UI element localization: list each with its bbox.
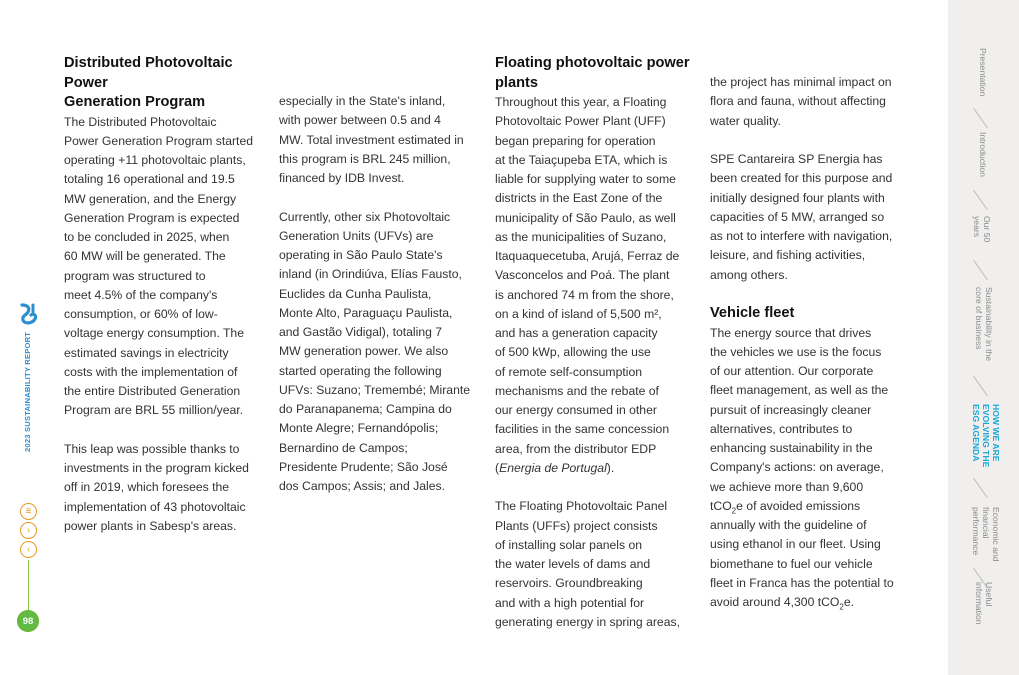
text-line: program was structured to (64, 268, 206, 283)
text-line: Euclides da Cunha Paulista, (279, 286, 432, 301)
text-line: Power Generation Program started (64, 133, 253, 148)
nav-label: Sustainability in the core of business (974, 287, 994, 362)
text-line: pursuit of increasingly cleaner (710, 402, 872, 417)
text-line: operating +11 photovoltaic plants, (64, 153, 246, 167)
text-line: is anchored 74 m from the shore, (495, 287, 674, 302)
text-line: of remote self-consumption (495, 364, 642, 379)
text-line: using ethanol in our fleet. Using (710, 537, 881, 552)
text-line: on a kind of island of 5,500 m², (495, 306, 662, 321)
text-line: fleet management, as well as the (710, 383, 889, 398)
nav-introduction[interactable] (948, 132, 1019, 192)
text-line: operating in São Paulo State's (279, 248, 443, 262)
section-heading: Vehicle fleet (710, 305, 795, 321)
text-line: facilities in the same concession (495, 422, 670, 437)
text-line: been created for this purpose and (710, 171, 893, 186)
paragraph (64, 440, 274, 536)
text-line: UFVs: Suzano; Tremembé; Mirante (279, 382, 471, 397)
section-heading: Floating photovoltaic power plants (495, 55, 690, 91)
paragraph (710, 324, 915, 497)
text-line: among others. (710, 267, 788, 282)
text-line: (Energia de Portugal). (495, 460, 615, 475)
paragraph (710, 73, 915, 131)
nav-label: HOW WE ARE EVOLVING THE ESG AGENDA (971, 404, 1001, 468)
text-line: power plants in Sabesp's areas. (64, 518, 237, 533)
chevron-right-icon: › (26, 524, 31, 536)
text-line: districts in the East Zone of the (495, 191, 663, 206)
nav-sustainability[interactable] (948, 287, 1019, 367)
text-line: biomethane to fuel our vehicle (710, 556, 873, 571)
text-line: with power between 0.5 and 4 (279, 113, 441, 128)
text-line: financed by IDB Invest. (279, 171, 405, 185)
text-line: water quality. (710, 113, 781, 128)
text-line: enhancing sustainability in the (710, 441, 873, 455)
text-line: mechanisms and the rebate of (495, 383, 659, 398)
text-line: we achieve more than 9,600 (710, 479, 864, 494)
text-line: alternatives, contributes to (710, 421, 853, 436)
divider (973, 190, 988, 210)
text-line: municipality of São Paulo, as well (495, 210, 676, 225)
text-line: Currently, other six Photovoltaic (279, 209, 451, 224)
column-4 (710, 73, 915, 612)
text-line: tCO$_2$e of avoided emissions (710, 498, 861, 516)
text-line: liable for supplying water to some (495, 172, 676, 186)
text-line: This leap was possible thanks to (64, 441, 240, 456)
text-line: costs with the implementation of (64, 364, 238, 379)
paragraph (495, 93, 700, 459)
text-line: at the Taiaçupeba ETA, which is (495, 152, 668, 167)
paragraph (710, 150, 915, 285)
text-line: as not to interfere with navigation, (710, 229, 893, 243)
section-heading-line1: Distributed Photovoltaic Power (64, 55, 233, 91)
text-line: Presidente Prudente; São José (279, 459, 448, 474)
text-line: area, from the distributor EDP (495, 441, 657, 456)
text-line: the vehicles we use is the focus (710, 344, 882, 359)
sabesp-logo (18, 303, 40, 325)
text-line: the water levels of dams and (495, 557, 651, 571)
menu-button[interactable] (20, 503, 37, 520)
nav-label: Economic and financial performance (971, 507, 1001, 562)
page-number-badge (17, 610, 39, 632)
text-line: Monte Alegre; Fernandópolis; (279, 421, 439, 436)
text-line: The Floating Photovoltaic Panel (495, 499, 668, 514)
divider (28, 560, 29, 610)
nav-esg-agenda[interactable] (948, 404, 1019, 474)
text-line: Throughout this year, a Floating (495, 95, 667, 109)
text-line: SPE Cantareira SP Energia has (710, 152, 883, 166)
nav-economic-financial[interactable] (948, 507, 1019, 567)
text-line: our energy consumed in other (495, 403, 657, 417)
nav-label: Our 50 years (972, 216, 992, 243)
text-line: avoid around 4,300 tCO$_2$e. (710, 595, 855, 612)
text-line: began preparing for operation (495, 133, 656, 148)
text-line: initially designed four plants with (710, 190, 885, 205)
text-line: as the municipalities of Suzano, (495, 229, 667, 244)
paragraph (710, 516, 915, 593)
text-line: Generation Units (UFVs) are (279, 228, 434, 243)
text-line: started operating the following (279, 363, 442, 378)
text-line: do Paranapanema; Campina do (279, 402, 452, 416)
text-line: Generation Program is expected (64, 210, 240, 225)
text-line: inland (in Orindiúva, Elías Fausto, (279, 267, 462, 282)
text-line: flora and fauna, without affecting (710, 94, 886, 109)
nav-our-50-years[interactable] (948, 216, 1019, 256)
text-line: the project has minimal impact on (710, 75, 892, 89)
left-rail (14, 0, 44, 675)
text-line: capacities of 5 MW, arranged so (710, 209, 885, 224)
text-line: MW generation, and the Energy (64, 191, 237, 206)
section-heading-line2: Generation Program (64, 94, 206, 110)
text-line: implementation of 43 photovoltaic (64, 499, 246, 514)
text-line: of our attention. Our corporate (710, 364, 874, 378)
nav-presentation[interactable] (948, 48, 1019, 108)
text-line: Bernardino de Campos; (279, 440, 408, 455)
text-line: Itaquaquecetuba, Arujá, Ferraz de (495, 249, 680, 263)
text-line: voltage energy consumption. The (64, 326, 244, 341)
menu-icon: ≡ (25, 505, 32, 517)
text-line: leisure, and fishing activities, (710, 248, 866, 263)
text-line: of installing solar panels on (495, 537, 643, 552)
text-line: totaling 16 operational and 19.5 (64, 172, 235, 187)
text-line: MW. Total investment estimated in (279, 132, 464, 147)
text-line: The Distributed Photovoltaic (64, 114, 217, 129)
text-line: consumption, or 60% of low- (64, 307, 218, 321)
paragraph (495, 497, 700, 632)
text-line: reservoirs. Groundbreaking (495, 576, 643, 591)
text-line: fleet in Franca has the potential to (710, 575, 894, 590)
chapter-sidebar (948, 0, 1019, 675)
text-line: meet 4.5% of the company's (64, 287, 218, 302)
text-line: Company's actions: on average, (710, 460, 884, 475)
divider (973, 376, 988, 396)
text-line: to be concluded in 2025, when (64, 230, 230, 244)
text-line: Vasconcelos and Poá. The plant (495, 268, 670, 283)
divider (973, 478, 988, 498)
prev-page-button[interactable] (20, 541, 37, 558)
text-line: off in 2019, which foresees the (64, 480, 230, 495)
divider (973, 260, 988, 280)
chevron-left-icon: ‹ (26, 543, 31, 555)
text-line: of 500 kWp, allowing the use (495, 345, 651, 360)
nav-label: Useful information (974, 582, 994, 625)
text-line: Photovoltaic Power Plant (UFF) (495, 114, 666, 129)
text-line: Plants (UFFs) project consists (495, 518, 658, 533)
text-line: the entire Distributed Generation (64, 384, 241, 398)
text-line: dos Campos; Assis; and Jales. (279, 479, 445, 493)
text-line: MW generation power. We also (279, 344, 449, 359)
report-title: 2023 SUSTAINABILITY REPORT (23, 331, 32, 452)
paragraph (279, 208, 479, 497)
column-2 (279, 92, 479, 496)
text-line: Program are BRL 55 million/year. (64, 403, 244, 418)
nav-label: Presentation (978, 48, 988, 97)
text-line: Monte Alto, Paraguaçu Paulista, (279, 305, 453, 320)
text-line: especially in the State's inland, (279, 94, 446, 108)
nav-label: Introduction (978, 132, 988, 177)
text-line: and with a high potential for (495, 595, 645, 610)
text-line: The energy source that drives (710, 325, 872, 340)
text-line: this program is BRL 245 million, (279, 151, 451, 166)
text-line: estimated savings in electricity (64, 345, 229, 360)
column-3 (495, 54, 700, 632)
text-line: investments in the program kicked (64, 461, 249, 475)
text-line: 60 MW will be generated. The (64, 249, 226, 264)
next-page-button[interactable] (20, 522, 37, 539)
text-line: and has a generation capacity (495, 326, 658, 340)
nav-useful-information[interactable] (948, 582, 1019, 632)
paragraph (64, 113, 274, 421)
page-number: 98 (20, 613, 36, 629)
text-line: annually with the guideline of (710, 518, 867, 532)
text-line: and Gastão Vidigal), totaling 7 (279, 325, 443, 339)
column-1 (64, 54, 274, 536)
divider (973, 108, 988, 128)
paragraph (279, 92, 479, 188)
text-line: generating energy in spring areas, (495, 614, 680, 629)
